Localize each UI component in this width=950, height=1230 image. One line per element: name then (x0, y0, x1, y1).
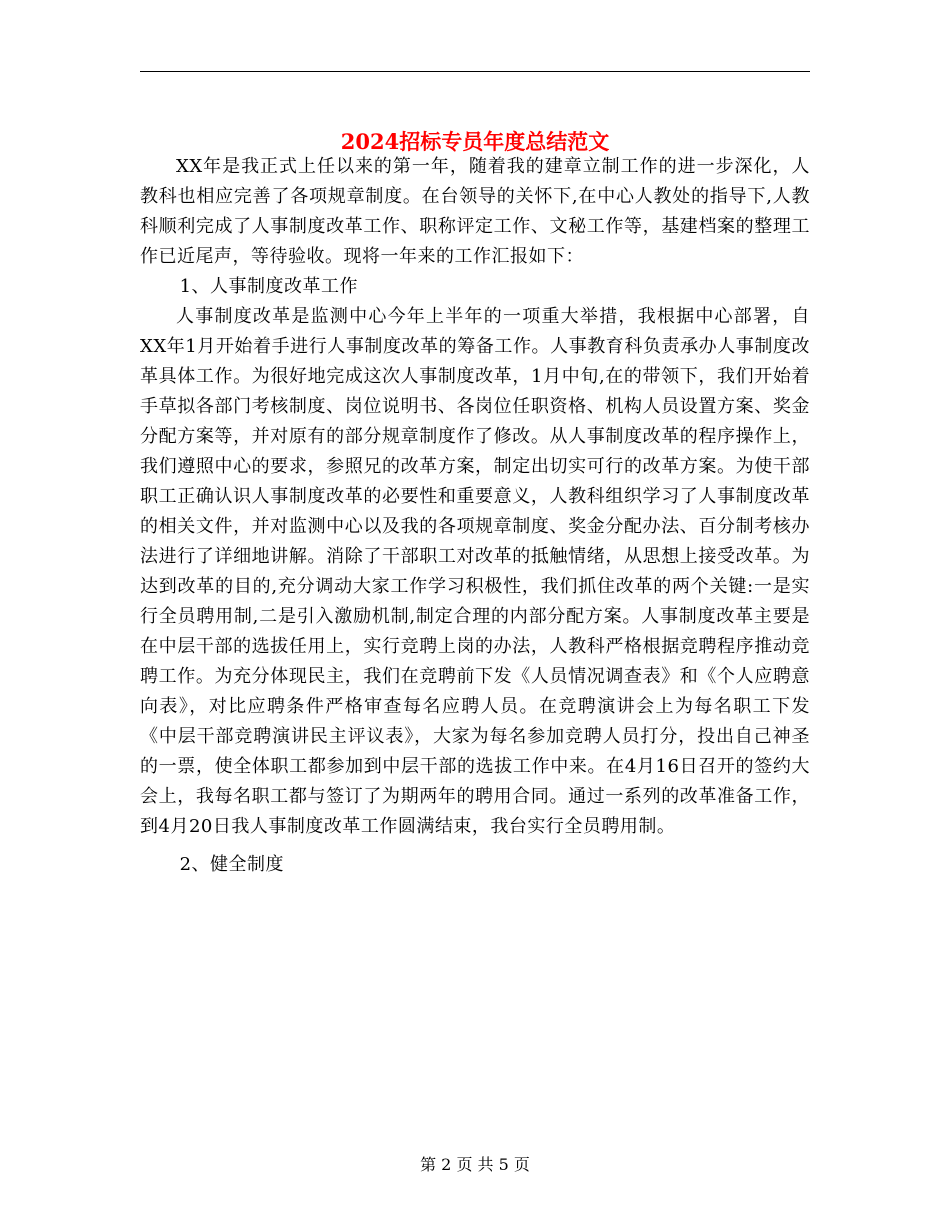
document-title: 2024招标专员年度总结范文 (340, 129, 610, 155)
section-heading-1: 1、人事制度改革工作 (179, 276, 359, 297)
page-number-footer: 第 2 页 共 5 页 (420, 1155, 530, 1174)
intro-paragraph: XX年是我正式上任以来的第一年，随着我的建章立制工作的进一步深化，人教科也相应完善了各项规章制度。在台领导的关怀下,在中心人教处的指导下,人教科顺利完成了人事制度改革工作、职称评定工作、文秘工作等，基建档案的整理工作已近尾声，等待验收。现将一年来的工作汇报如下： (140, 156, 810, 267)
section-1-paragraph: 人事制度改革是监测中心今年上半年的一项重大举措，我根据中心部署，自XX年1月开始着手进行人事制度改革的筹备工作。人事教育科负责承办人事制度改革具体工作。为很好地完成这次人事制度改革，1月中旬,在的带领下，我们开始着手草拟各部门考核制度、岗位说明书、各岗位任职资格、机构人员设置方案、奖金分配方案等，并对原有的部分规章制度作了修改。从人事制度改革的程序操作上，我们遵照中心的要求，参照兄的改革方案，制定出切实可行的改革方案。为使干部职工正确认识人事制度改革的必要性和重要意义，人教科组织学习了人事制度改革的相关文件，并对监测中心以及我的各项规章制度、奖金分配办法、百分制考核办法进行了详细地讲解。消除了干部职工对改革的抵触情绪，从思想上接受改革。为达到改革的目的,充分调动大家工作学习积极性，我们抓住改革的两个关键:一是实行全员聘用制,二是引入激励机制,制定合理的内部分配方案。人事制度改革主要是在中层干部的选拔任用上，实行竞聘上岗的办法，人教科严格根据竞聘程序推动竞聘工作。为充分体现民主，我们在竞聘前下发《人员情况调查表》和《个人应聘意向表》，对比应聘条件严格审查每名应聘人员。在竞聘演讲会上为每名职工下发《中层干部竞聘演讲民主评议表》，大家为每名参加竞聘人员打分，投出自己神圣的一票，使全体职工都参加到中层干部的选拔工作中来。在4月16日召开的签约大会上，我每名职工都与签订了为期两年的聘用合同。通过一系列的改革准备工作，到4月20日我人事制度改革工作圆满结束，我台实行全员聘用制。 (140, 306, 810, 837)
section-heading-2: 2、健全制度 (179, 854, 285, 875)
header-rule (140, 71, 810, 72)
document-body (140, 152, 810, 880)
